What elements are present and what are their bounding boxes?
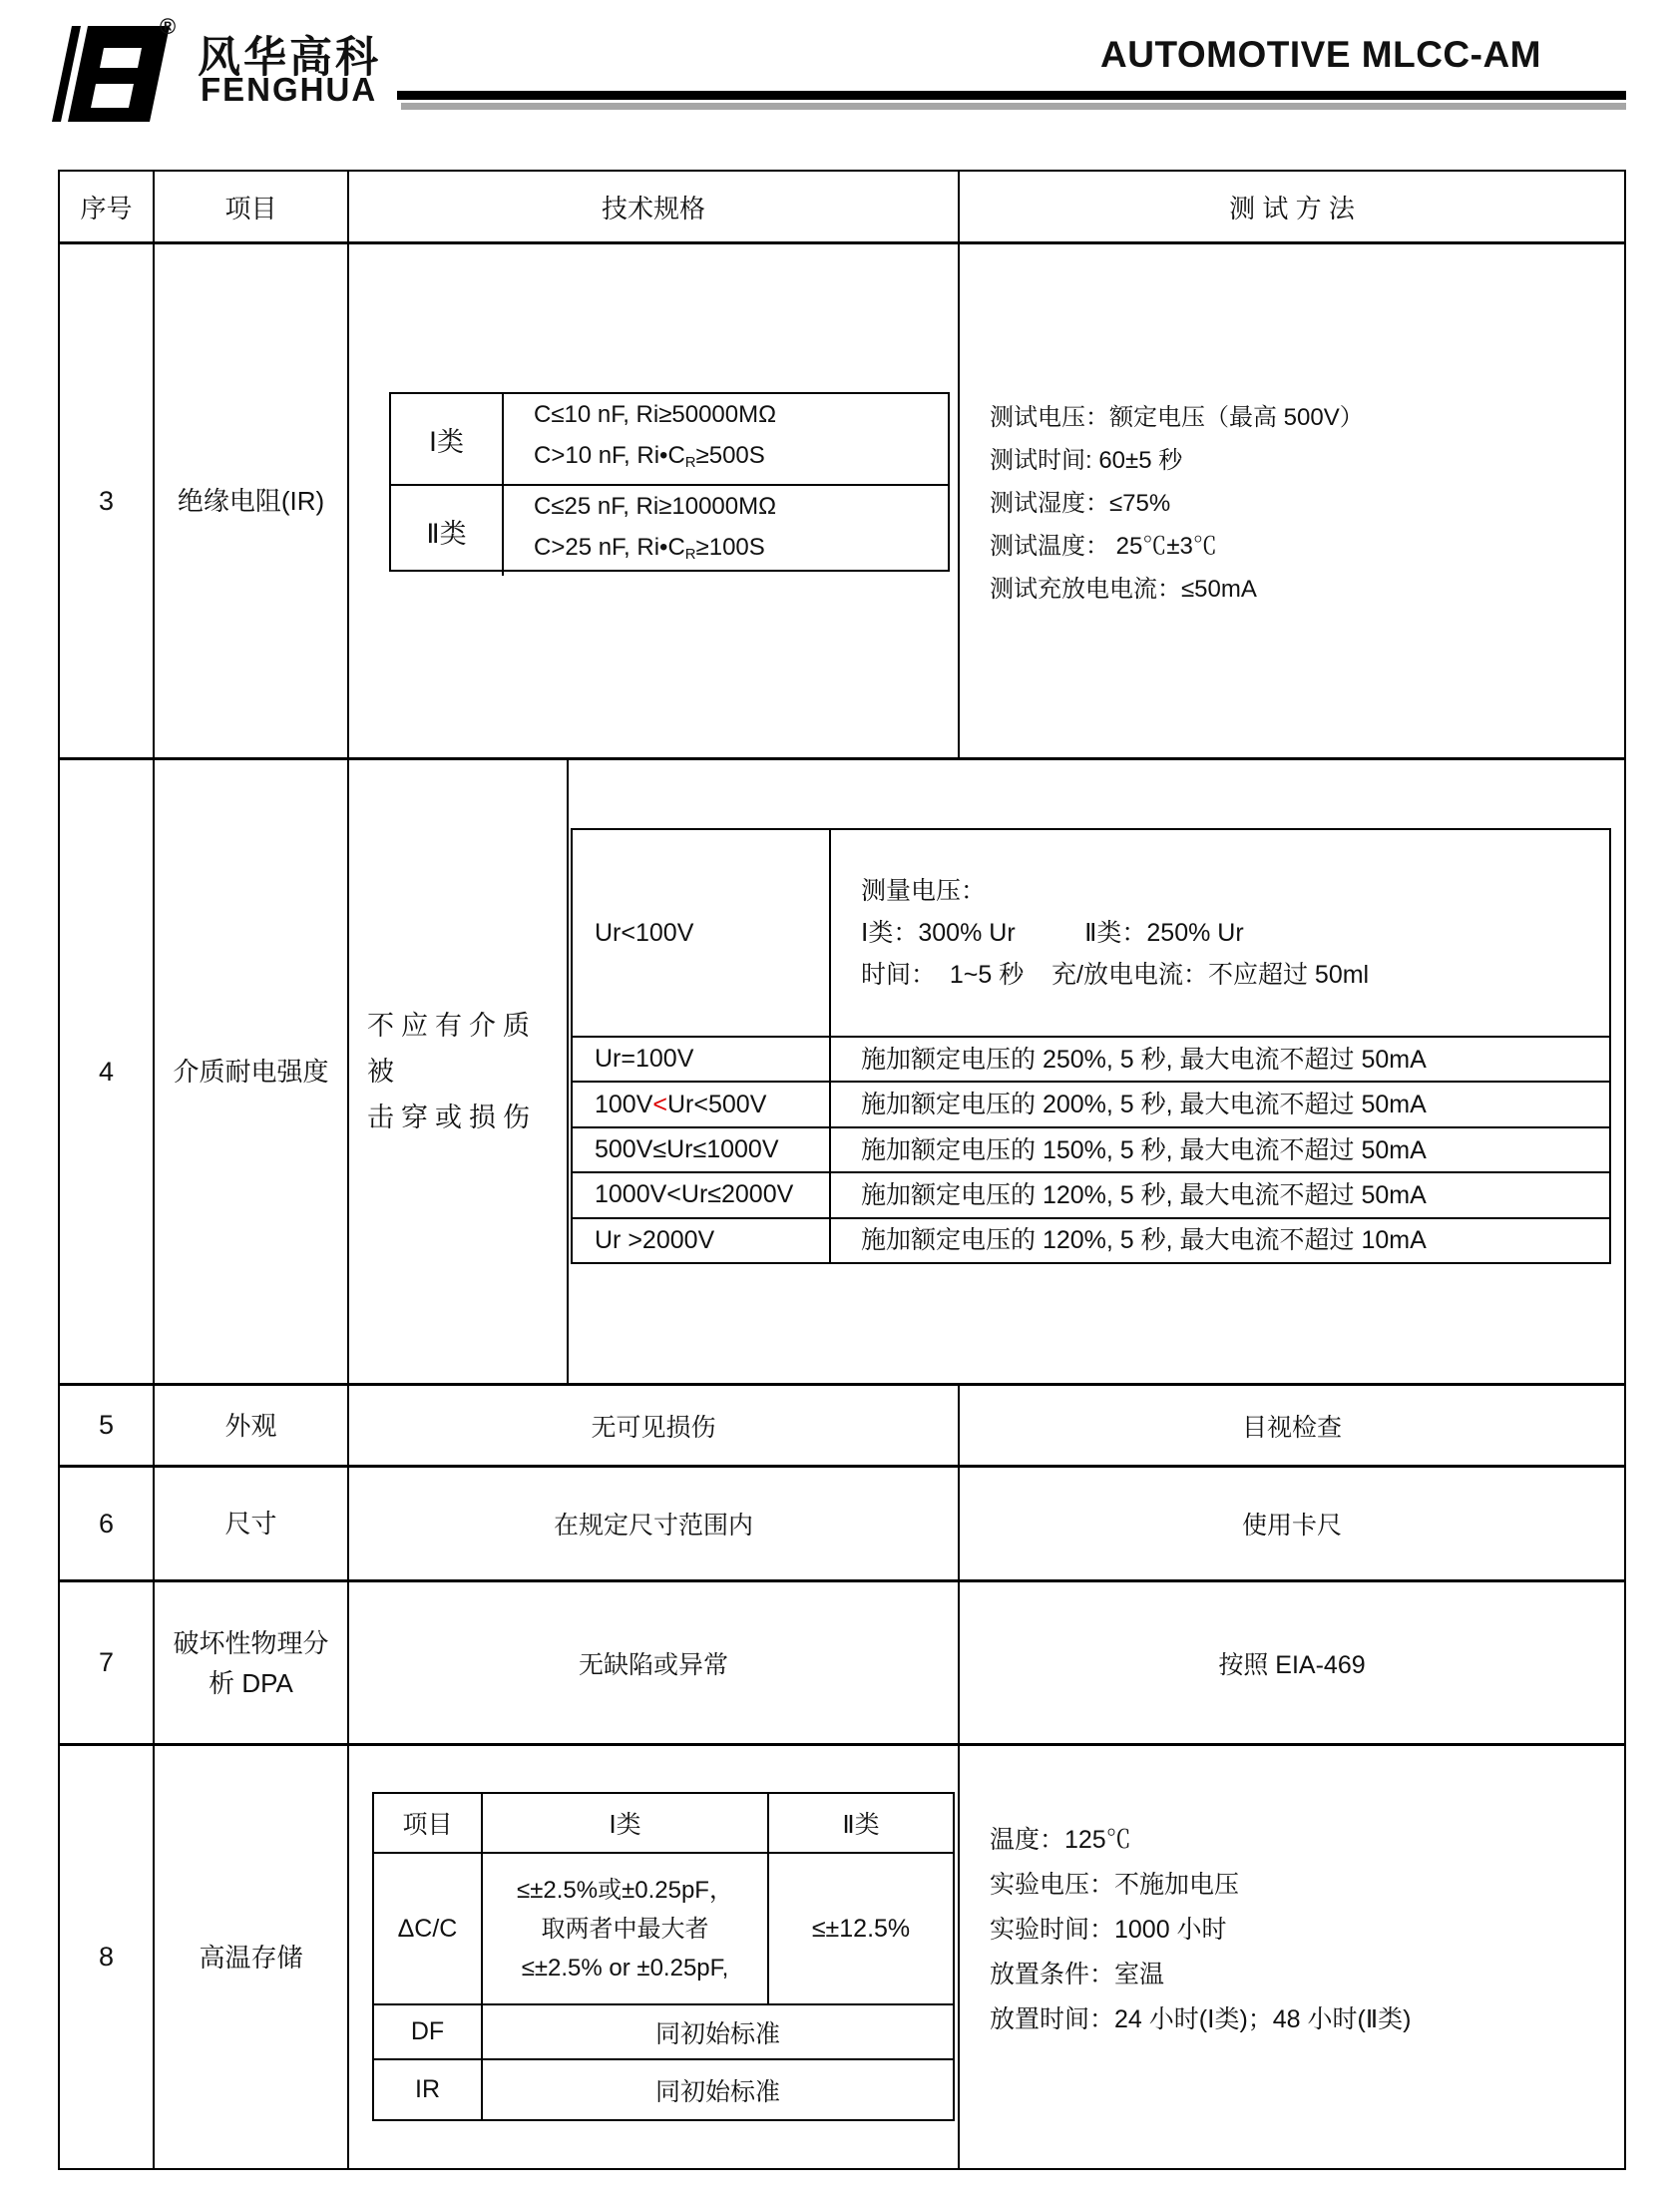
table-row-5 <box>60 1386 1624 1468</box>
row8-method-line: 放置条件：室温 <box>990 1961 1165 1988</box>
column-header-item: 项目 <box>155 172 349 241</box>
row8-serial-cell: 8 <box>60 1746 155 2168</box>
row4-voltage-row <box>573 1171 1609 1216</box>
subscript-r: R <box>684 455 696 471</box>
row8-item-cell: 高温存储 <box>155 1746 349 2168</box>
row6-spec-cell: 在规定尺寸范围内 <box>349 1468 960 1579</box>
row4-voltage-desc: 施加额定电压的 150%, 5 秒, 最大电流不超过 50mA <box>861 1135 1427 1164</box>
row4-voltage-row <box>573 1036 1609 1081</box>
row3-class2-row <box>391 484 948 576</box>
row4-voltage-table <box>571 828 1611 1264</box>
row8-dcc-class2-value: ≤±12.5% <box>811 1914 911 1943</box>
row3-item-cell: 绝缘电阻(IR) <box>155 244 349 757</box>
row3-class-table <box>389 392 950 572</box>
row4-voltage-row <box>573 1217 1609 1262</box>
row3-class2-label: Ⅱ类 <box>391 486 504 576</box>
row8-dcc-row <box>374 1852 953 2003</box>
red-less-than: < <box>652 1090 667 1118</box>
row3-method-line: 测试湿度：≤75% <box>990 490 1171 517</box>
row6-method-cell: 使用卡尺 <box>1241 1512 1342 1540</box>
row4-voltage-range: Ur >2000V <box>573 1219 831 1262</box>
column-header-no: 序号 <box>60 172 155 241</box>
row3-class1-row <box>391 394 948 484</box>
row5-method-cell: 目视检查 <box>1241 1413 1342 1442</box>
registered-trademark-icon: ® <box>160 14 177 39</box>
row3-class2-spec <box>504 486 948 576</box>
row3-method-line: 测试充放电电流：≤50mA <box>990 576 1257 603</box>
row4-spec-cell <box>349 760 569 1383</box>
row4-voltage-desc: 施加额定电压的 120%, 5 秒, 最大电流不超过 10mA <box>861 1226 1427 1255</box>
row3-method-cell <box>960 244 1624 757</box>
row7-spec-cell: 无缺陷或异常 <box>349 1582 960 1743</box>
row8-ir-row <box>374 2058 953 2119</box>
row3-class1-line2: C>10 nF, $Ri•C_R\ge 500S$ <box>534 442 765 471</box>
row6-item-cell: 尺寸 <box>155 1468 349 1579</box>
row4-merged-cell <box>569 760 1624 1383</box>
row4-item-cell: 介质耐电强度 <box>155 760 349 1383</box>
row4-voltage-desc: 测量电压： Ⅰ类：300% Ur Ⅱ类：250% Ur 时间： 1~5 秒 充/放电电流：不应超过 50ml <box>861 877 1370 989</box>
header-rule-gray <box>401 103 1626 110</box>
header-rule-black <box>397 91 1626 100</box>
row4-voltage-range: 100V < Ur<500V <box>573 1083 831 1125</box>
row4-voltage-desc: 施加额定电压的 250%, 5 秒, 最大电流不超过 50mA <box>861 1045 1427 1074</box>
row3-class1-spec <box>504 394 948 484</box>
row3-serial-cell: 3 <box>60 244 155 757</box>
table-row-3 <box>60 244 1624 760</box>
row3-class1-line1: C≤10 nF, Ri≥50000MΩ <box>534 401 777 428</box>
row8-method-line: 实验时间：1000 小时 <box>990 1916 1227 1944</box>
row5-item-cell: 外观 <box>155 1386 349 1465</box>
row4-voltage-range: 500V≤Ur≤1000V <box>573 1128 831 1171</box>
row8-method-line: 放置时间：24 小时(Ⅰ类)；48 小时(Ⅱ类) <box>990 2005 1412 2033</box>
row7-serial-cell: 7 <box>60 1582 155 1743</box>
row7-item-cell: 破坏性物理分析 DPA <box>155 1582 349 1743</box>
row3-method-line: 测试时间: 60±5 秒 <box>990 447 1183 474</box>
row7-method-cell: 按照 EIA-469 <box>1218 1650 1366 1679</box>
row8-method-cell <box>960 1746 1624 2168</box>
row8-df-row <box>374 2003 953 2058</box>
row8-df-value: 同初始标准 <box>654 2019 780 2048</box>
row8-ir-param: IR <box>374 2060 483 2119</box>
row8-dcc-param: ΔC/C <box>374 1854 483 2003</box>
row8-ir-value: 同初始标准 <box>654 2077 780 2106</box>
table-row-8 <box>60 1746 1624 2168</box>
brand-name-english: FENGHUA <box>201 71 378 108</box>
row4-voltage-range: 1000V<Ur≤2000V <box>573 1173 831 1216</box>
row6-serial-cell: 6 <box>60 1468 155 1579</box>
row4-voltage-row <box>573 1081 1609 1125</box>
subscript-r: R <box>684 547 696 563</box>
table-row-4 <box>60 760 1624 1386</box>
row5-serial-cell: 5 <box>60 1386 155 1465</box>
row4-voltage-range: Ur<100V <box>573 830 831 1036</box>
row8-header-class1: Ⅰ类 <box>483 1794 769 1852</box>
spec-table <box>58 170 1626 2170</box>
row3-class2-line1: C≤25 nF, Ri≥10000MΩ <box>534 493 777 520</box>
row3-method-line: 测试温度： 25℃±3℃ <box>990 533 1217 560</box>
column-header-method: 测 试 方 法 <box>1229 193 1355 223</box>
row8-result-header <box>374 1794 953 1852</box>
row3-class2-line2: C>25 nF, $Ri•C_R\ge 100S$ <box>534 534 765 563</box>
row4-voltage-row <box>573 1126 1609 1171</box>
row4-spec-line2: 击穿或损伤 <box>367 1103 537 1132</box>
row8-header-class2: Ⅱ类 <box>842 1811 880 1839</box>
row8-dcc-class1-value: ≤±2.5%或±0.25pF， 取两者中最大者 ≤±2.5% or ±0.25pF, <box>483 1854 769 2003</box>
brand-name-chinese: 风华高科 <box>198 34 381 82</box>
row3-method-line: 测试电压：额定电压（最高 500V） <box>990 404 1364 431</box>
row4-serial-cell: 4 <box>60 760 155 1383</box>
row4-voltage-row <box>573 830 1609 1036</box>
row8-result-table <box>372 1792 955 2121</box>
row4-voltage-desc: 施加额定电压的 200%, 5 秒, 最大电流不超过 50mA <box>861 1091 1427 1119</box>
page-title: AUTOMOTIVE MLCC-AM <box>1100 34 1541 75</box>
row4-voltage-range: Ur=100V <box>573 1038 831 1081</box>
column-header-spec: 技术规格 <box>349 172 960 241</box>
row3-class1-label: Ⅰ类 <box>391 394 504 484</box>
table-row-7 <box>60 1582 1624 1746</box>
row8-df-param: DF <box>374 2005 483 2058</box>
row8-method-line: 温度：125℃ <box>990 1826 1131 1854</box>
row8-spec-cell <box>349 1746 960 2168</box>
row5-spec-cell: 无可见损伤 <box>349 1386 960 1465</box>
row8-method-line: 实验电压：不施加电压 <box>990 1871 1240 1899</box>
row4-spec-line1: 不应有介质被 <box>367 1011 537 1087</box>
row3-spec-cell <box>349 244 960 757</box>
row8-header-param: 项目 <box>374 1794 483 1852</box>
table-header-row <box>60 172 1624 244</box>
table-row-6 <box>60 1468 1624 1582</box>
row4-voltage-desc: 施加额定电压的 120%, 5 秒, 最大电流不超过 50mA <box>861 1180 1427 1209</box>
